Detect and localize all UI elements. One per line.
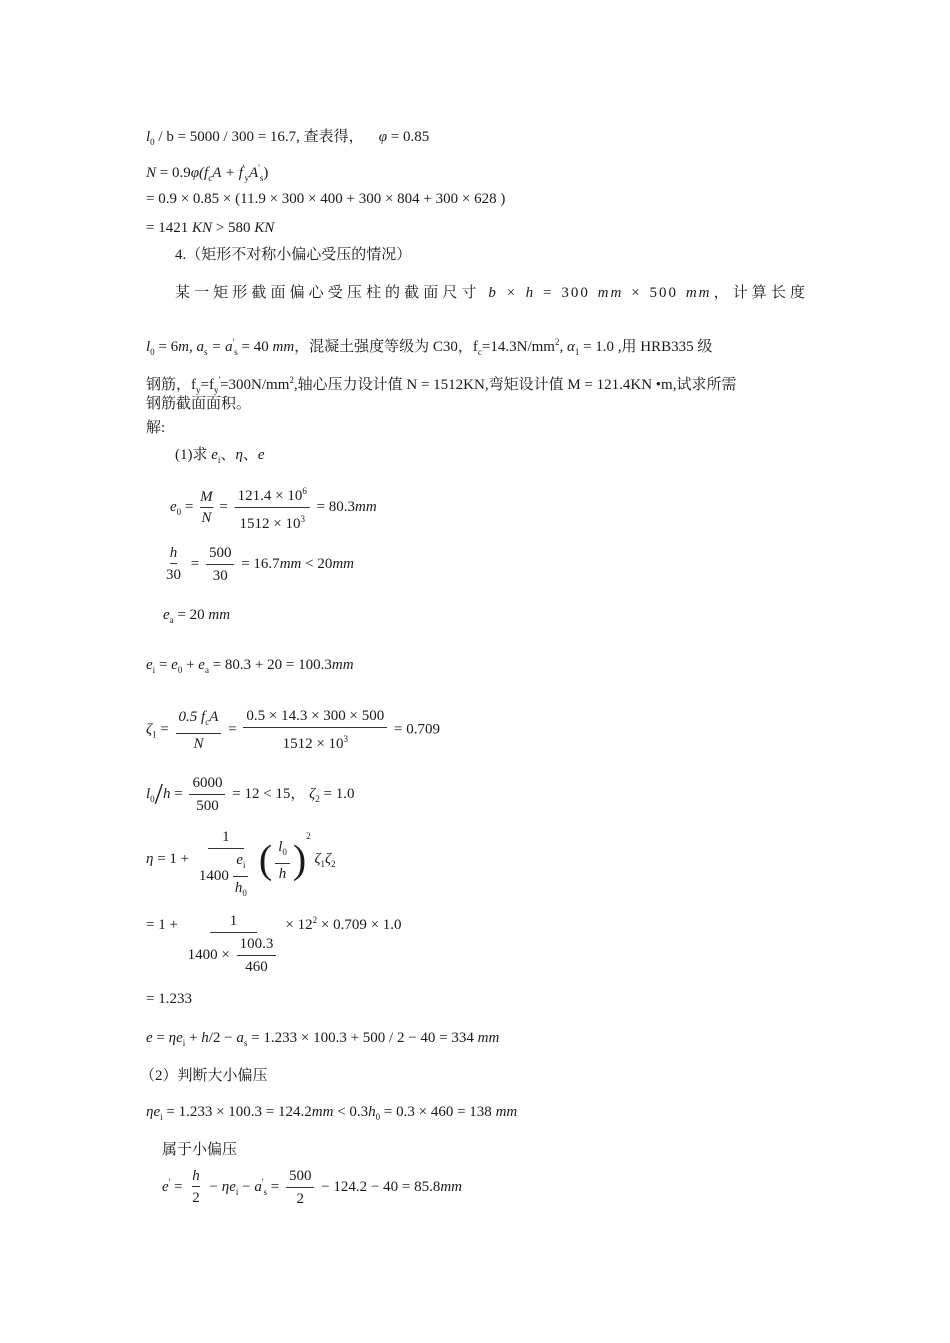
denominator — [232, 877, 250, 904]
text: = 80.3 + 20 = 100.3 — [208, 657, 332, 673]
fraction — [189, 772, 225, 817]
unit: m — [178, 339, 189, 355]
unit: mm — [685, 285, 712, 301]
text: = 1 + — [146, 917, 182, 933]
problem-line-2 — [146, 332, 712, 362]
sub: i — [242, 860, 246, 870]
unit: mm — [597, 285, 624, 301]
text: 121.4 × 10 — [237, 488, 303, 504]
numerator: h — [170, 543, 178, 564]
problem-line-4: 钢筋截面面积。 — [146, 396, 252, 412]
text: 1400 — [198, 867, 229, 884]
text: / b = 5000 / 300 = 16.7, 查表得， — [154, 129, 364, 145]
sym: e — [229, 1178, 236, 1195]
unit: mm — [355, 498, 377, 515]
sub: 1 — [152, 729, 157, 740]
sub: i — [152, 665, 156, 675]
unit: mm — [332, 555, 354, 572]
text: =14.3N/mm — [481, 339, 555, 355]
denominator — [280, 728, 351, 755]
fraction — [243, 705, 387, 755]
sub: s — [263, 1186, 267, 1197]
sup: ' — [261, 1176, 264, 1187]
sym: e — [170, 498, 177, 515]
unit: mm — [272, 339, 295, 355]
fraction — [196, 826, 256, 904]
sub: y — [196, 385, 201, 395]
sym: ζ — [314, 851, 321, 867]
text: 0.5 f — [178, 709, 206, 725]
denominator: N — [201, 510, 212, 526]
ei-line — [146, 655, 354, 680]
solution-label: 解: — [146, 420, 166, 436]
sup: ' — [168, 1176, 171, 1187]
denominator: h — [278, 865, 287, 882]
sym: h — [234, 880, 243, 896]
numerator: 0.5 × 14.3 × 300 × 500 — [243, 705, 387, 728]
eta-ei-line — [146, 1102, 517, 1127]
sub: 2 — [315, 793, 320, 804]
numerator: M — [200, 487, 213, 508]
ea-line — [163, 605, 230, 630]
text: + — [185, 1030, 202, 1046]
fraction — [189, 1166, 203, 1209]
sym: η — [235, 447, 243, 463]
text: = 300 — [535, 285, 598, 301]
text: = — [152, 1030, 169, 1046]
sym: , α — [559, 339, 575, 355]
denominator: 460 — [245, 959, 268, 975]
sub: y — [213, 385, 219, 395]
text: = 0.709 — [390, 721, 440, 738]
numerator: 1 — [208, 826, 244, 849]
text: ,轴心压力设计值 N = 1512KN,弯矩设计值 M = 121.4KN •m,试求所需 — [293, 377, 737, 393]
sub: 1 — [574, 347, 580, 357]
sup: 3 — [343, 734, 349, 744]
unit: mm — [495, 1104, 518, 1120]
sub: 0 — [150, 137, 155, 147]
numerator: h — [192, 1166, 200, 1187]
sym: e — [198, 657, 205, 673]
text: × 0.709 × 1.0 — [317, 917, 402, 933]
slenderness-line — [146, 127, 429, 152]
sub: i — [160, 1112, 163, 1122]
text: = 80.3 — [312, 498, 356, 515]
sym: e — [162, 1178, 169, 1195]
numerator: 100.3 — [237, 933, 277, 956]
text: = 20 — [173, 607, 209, 623]
slash: / — [154, 777, 164, 811]
sup: ' — [218, 375, 221, 385]
text: 、 — [242, 447, 258, 463]
unit: KN — [254, 220, 275, 236]
sym: η — [221, 1178, 230, 1195]
text: =f — [200, 377, 214, 393]
capacity-substitution: = 0.9 × 0.85 × (11.9 × 300 × 400 + 300 × 804 + 300 × 628 ) — [146, 191, 506, 207]
sub: 0 — [176, 506, 182, 517]
e-line — [146, 1028, 499, 1053]
sym: e — [163, 607, 170, 623]
sym: A + f — [212, 165, 243, 181]
fraction — [286, 1165, 315, 1210]
sym: ζ — [325, 851, 332, 867]
text: × 500 — [623, 285, 686, 301]
sym: ζ — [309, 785, 316, 802]
text: = 16.7 — [237, 555, 280, 572]
text: = 6 — [154, 339, 179, 355]
sym: e — [176, 1030, 183, 1046]
text: = — [181, 498, 198, 515]
text: = — [187, 555, 203, 572]
sub: s — [243, 1038, 248, 1048]
fraction — [206, 542, 235, 587]
eta-result: = 1.233 — [146, 991, 192, 1007]
text: = 12 < 15， — [228, 785, 306, 802]
fraction — [163, 543, 184, 586]
sup: 3 — [300, 514, 305, 524]
sup: 2 — [289, 375, 294, 385]
h-over-30 — [160, 542, 354, 587]
text: 1512 × 10 — [282, 736, 344, 752]
sym: η — [146, 851, 154, 867]
sym: e — [236, 852, 243, 868]
sub: c — [477, 347, 482, 357]
numerator — [235, 480, 310, 508]
capacity-formula — [146, 158, 268, 188]
denominator — [185, 933, 283, 978]
sub: i — [182, 1038, 186, 1048]
denominator: 2 — [192, 1190, 200, 1206]
text: + — [182, 657, 199, 673]
sym: η — [168, 1030, 177, 1046]
sym: e — [211, 447, 218, 463]
text: /2 − — [208, 1030, 237, 1046]
fraction — [176, 706, 222, 754]
sym: A — [209, 709, 219, 725]
numerator: 500 — [286, 1165, 315, 1188]
sym: = a — [207, 339, 233, 355]
fraction — [200, 487, 213, 528]
step-2-heading: （2）判断大小偏压 — [140, 1068, 268, 1084]
sym: e — [146, 657, 153, 673]
unit: mm — [477, 1030, 500, 1046]
sub: 0 — [282, 846, 287, 857]
problem-heading: 4.（矩形不对称小偏心受压的情况） — [175, 247, 412, 263]
text: = — [170, 785, 187, 802]
numerator: 500 — [206, 542, 235, 565]
sym: e — [257, 447, 265, 463]
l0-over-h — [146, 772, 354, 817]
denominator: 30 — [166, 567, 181, 583]
small-eccentricity-conclusion: 属于小偏压 — [162, 1142, 238, 1158]
text: = — [156, 721, 173, 738]
sup: 2 — [312, 915, 318, 925]
sym: h — [201, 1030, 209, 1046]
unit: mm — [279, 555, 302, 572]
sup: 2 — [554, 337, 560, 347]
text: = — [155, 657, 172, 673]
text: = 0.85 — [387, 129, 430, 145]
text: × 12 — [285, 917, 313, 933]
sub: i — [217, 455, 221, 465]
capacity-result — [146, 218, 274, 238]
unit: KN — [191, 220, 212, 236]
unit: mm — [311, 1104, 334, 1120]
text: =300N/mm — [220, 377, 290, 393]
fraction — [275, 836, 290, 884]
text: ，计算长度 — [711, 285, 807, 301]
text: 1512 × 10 — [239, 516, 301, 532]
text: 某一矩形截面偏心受压柱的截面尺寸 — [175, 285, 489, 301]
text: (1)求 — [175, 447, 212, 463]
step-1-heading — [175, 445, 265, 470]
sym: a — [236, 1030, 244, 1046]
unit: mm — [331, 657, 354, 673]
sym: (f — [199, 165, 209, 181]
sub: s — [259, 173, 264, 183]
text: > 580 — [211, 220, 255, 236]
paren: ) — [292, 836, 307, 882]
text: ，混凝土强度等级为 C30，f — [294, 339, 478, 355]
sub: 0 — [242, 888, 247, 898]
unit: mm — [208, 607, 231, 623]
text: = — [266, 1178, 283, 1195]
sub: i — [235, 1186, 239, 1197]
sub: a — [204, 665, 209, 675]
numerator: 1 — [210, 910, 258, 933]
text: = — [215, 498, 232, 515]
e-prime-line — [162, 1165, 462, 1210]
sym: l — [146, 785, 151, 802]
text: = 1 + — [153, 851, 193, 867]
sub: a — [169, 615, 174, 625]
fraction — [185, 910, 283, 978]
denominator: N — [193, 736, 204, 752]
sub: y — [244, 173, 250, 183]
text: = 0.3 × 460 = 138 — [380, 1104, 496, 1120]
sym: h — [163, 785, 171, 802]
text: ) — [263, 165, 269, 181]
sym: l — [146, 339, 151, 355]
paren: ( — [258, 836, 273, 882]
sym: l — [146, 129, 151, 145]
sym: φ — [190, 165, 200, 181]
text: 、 — [220, 447, 236, 463]
sym: a — [254, 1178, 262, 1195]
sub: 0 — [150, 793, 155, 804]
numerator — [176, 706, 222, 734]
text: = 1.0 — [319, 785, 355, 802]
text: = 40 — [237, 339, 273, 355]
text: < 20 — [301, 555, 333, 572]
sym: , a — [188, 339, 204, 355]
sym: φ — [378, 129, 387, 145]
denominator: 30 — [212, 568, 228, 584]
numerator — [275, 836, 290, 864]
denominator: 500 — [196, 798, 219, 814]
fraction — [237, 933, 277, 978]
sup: 2 — [306, 831, 311, 841]
text: < 0.3 — [333, 1104, 369, 1120]
sym: η — [146, 1104, 154, 1120]
sub: s — [234, 347, 238, 357]
sub: s — [203, 347, 208, 357]
fraction — [235, 480, 310, 535]
denominator — [196, 849, 256, 904]
sym: N — [146, 165, 157, 181]
denominator — [236, 508, 307, 535]
text: 1400 × — [187, 946, 234, 963]
sym: ζ — [146, 721, 153, 738]
sym: b × h — [488, 285, 536, 301]
text: = 1.233 × 100.3 + 500 / 2 − 40 = 334 — [247, 1030, 478, 1046]
sub: 2 — [331, 859, 336, 869]
sub: 1 — [320, 859, 326, 869]
sub: 0 — [150, 347, 155, 357]
eta-substitution — [146, 910, 402, 978]
sym: e — [146, 1030, 153, 1046]
text: − 124.2 − 40 = 85.8 — [317, 1178, 441, 1195]
text: = 1.233 × 100.3 = 124.2 — [162, 1104, 312, 1120]
text: = — [170, 1178, 187, 1195]
text: = 1421 — [146, 220, 192, 236]
sub: c — [205, 717, 210, 727]
zeta1-formula — [146, 705, 440, 755]
sup: 6 — [302, 486, 307, 496]
text: 钢筋，f — [146, 377, 196, 393]
text: − — [205, 1178, 222, 1195]
sup: ' — [258, 163, 260, 173]
text: = 0.9 — [156, 165, 191, 181]
denominator: 2 — [296, 1191, 304, 1207]
fraction — [232, 849, 250, 904]
sym: l — [278, 838, 283, 855]
e0-formula — [170, 480, 377, 535]
text: = 1.0 ,用 HRB335 级 — [579, 339, 713, 355]
text: = — [224, 721, 241, 738]
text: − — [238, 1178, 255, 1195]
sub: 0 — [375, 1112, 381, 1122]
eta-formula — [146, 826, 336, 904]
sub: 0 — [177, 665, 183, 675]
unit: mm — [440, 1178, 463, 1195]
sup: ' — [232, 337, 235, 347]
sub: c — [208, 173, 213, 183]
numerator — [233, 849, 248, 877]
sup: ' — [242, 163, 245, 173]
sym: A — [249, 165, 259, 181]
sym: h — [368, 1104, 376, 1120]
problem-line-1 — [175, 281, 807, 302]
numerator: 6000 — [189, 772, 225, 795]
sym: e — [171, 657, 178, 673]
sym: e — [153, 1104, 161, 1120]
